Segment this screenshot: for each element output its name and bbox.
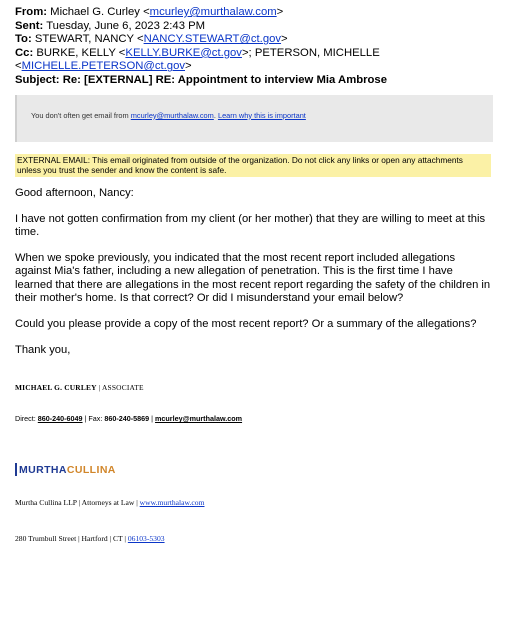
contact-separator: | xyxy=(151,414,154,424)
direct-label: Direct: xyxy=(15,414,36,424)
cc-line-2 xyxy=(15,60,493,74)
signature-contact-line xyxy=(15,414,493,423)
fax-phone: 860-240-5869 xyxy=(104,414,150,424)
signature-name-line xyxy=(15,383,493,392)
from-name: Michael G. Curley < xyxy=(50,6,150,18)
cc-open-2: < xyxy=(15,60,22,73)
firm-line xyxy=(15,498,493,507)
firm-text: Murtha Cullina LLP | Attorneys at Law | xyxy=(15,498,138,508)
subject-line xyxy=(15,74,493,88)
email-body xyxy=(15,187,493,358)
cc-mid: >; PETERSON, MICHELLE xyxy=(241,46,380,59)
subject-value: Re: [EXTERNAL] RE: Appointment to interview Mia Ambrose xyxy=(62,73,387,86)
from-email-link[interactable]: mcurley@murthalaw.com xyxy=(149,6,277,18)
signature-email-link[interactable]: mcurley@murthalaw.com xyxy=(155,414,243,424)
paragraph-3: Could you please provide a copy of the most recent report? Or a summary of the allegations? xyxy=(15,317,477,330)
murtha-cullina-logo xyxy=(15,463,493,476)
to-close: > xyxy=(281,33,288,46)
to-name: STEWART, NANCY < xyxy=(34,33,144,46)
zip-link[interactable]: 06103-5303 xyxy=(127,534,165,544)
notice-text: You don't often get email from xyxy=(31,110,129,120)
signature-block xyxy=(15,383,493,543)
firm-website-link[interactable]: www.murthalaw.com xyxy=(139,498,205,508)
closing: Thank you, xyxy=(15,344,71,357)
logo-text-murtha: MURTHA xyxy=(19,463,67,476)
sent-label: Sent: xyxy=(15,19,44,32)
paragraph-2: When we spoke previously, you indicated that the most recent report included allegations against Mia's father, including a new allegation of penetration. This is the first time I have learned that there are allegations in the most recent report regarding the safety of the children in their mother's home. Is that correct? Or did I misunderstand your email below? xyxy=(15,252,491,304)
from-close: > xyxy=(276,6,284,18)
from-label: From: xyxy=(15,6,48,18)
learn-why-link[interactable]: Learn why this is important xyxy=(217,110,306,120)
email-header xyxy=(15,6,493,88)
email-document xyxy=(15,6,493,543)
address-line xyxy=(15,534,493,543)
cc-label: Cc: xyxy=(15,46,34,59)
cc-line xyxy=(15,47,493,61)
to-email-link[interactable]: NANCY.STEWART@ct.gov xyxy=(143,33,282,46)
logo-text-cullina: CULLINA xyxy=(66,463,116,476)
address-text: 280 Trumbull Street | Hartford | CT | xyxy=(15,534,126,544)
sender-notice-box xyxy=(15,95,493,142)
cc-close-2: > xyxy=(185,60,192,73)
cc-email-link-1[interactable]: KELLY.BURKE@ct.gov xyxy=(125,46,242,59)
paragraph-1: I have not gotten confirmation from my client (or her mother) that they are willing to meet at this time. xyxy=(15,212,486,238)
to-line xyxy=(15,33,493,47)
signature-name: MICHAEL G. CURLEY xyxy=(15,383,97,393)
to-label: To: xyxy=(15,33,32,46)
from-line xyxy=(15,6,493,20)
cc-email-link-2[interactable]: MICHELLE.PETERSON@ct.gov xyxy=(21,60,186,73)
notice-email-link[interactable]: mcurley@murthalaw.com xyxy=(130,110,214,120)
sender-notice-text xyxy=(31,111,306,120)
cc-name-1: BURKE, KELLY < xyxy=(36,46,126,59)
external-email-banner: EXTERNAL EMAIL: This email originated from outside of the organization. Do not click any links or open any attachments unless you trust the sender and know the content is safe. xyxy=(15,154,491,177)
greeting: Good afternoon, Nancy: xyxy=(15,186,134,199)
subject-label: Subject: xyxy=(15,73,60,86)
sent-line xyxy=(15,20,493,34)
sent-value: Tuesday, June 6, 2023 2:43 PM xyxy=(46,19,206,32)
logo-bar xyxy=(15,463,17,476)
signature-title: | ASSOCIATE xyxy=(98,383,144,393)
fax-label: | Fax: xyxy=(84,414,103,424)
notice-sep: . xyxy=(213,110,216,120)
direct-phone[interactable]: 860-240-6049 xyxy=(37,414,83,424)
